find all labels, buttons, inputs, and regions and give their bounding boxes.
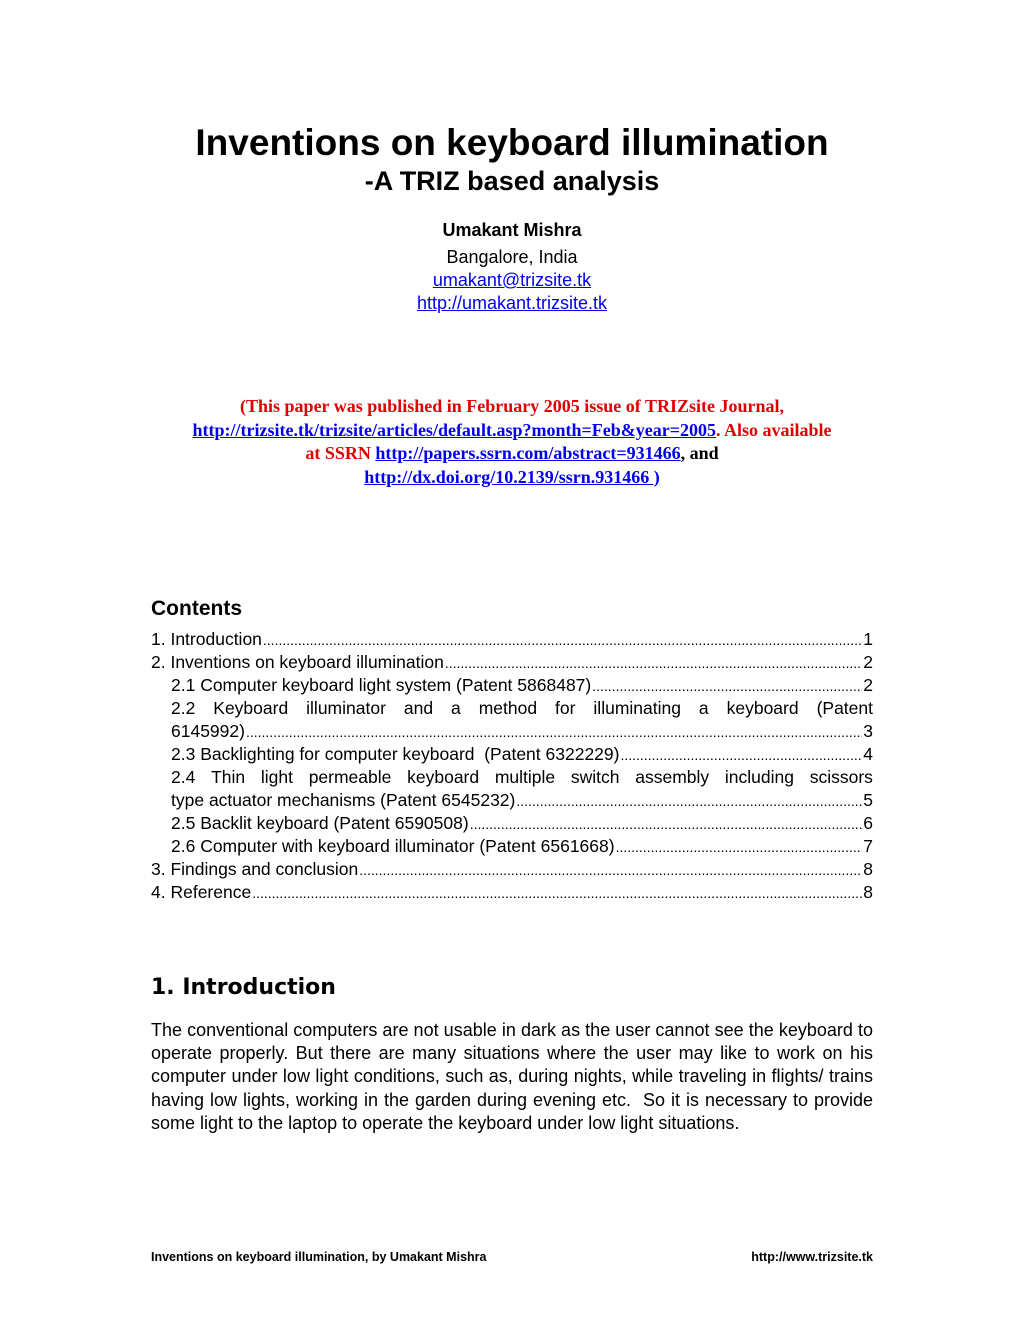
toc-leader — [445, 651, 862, 675]
toc-entry[interactable] — [151, 743, 873, 766]
toc-entry-page: 8 — [863, 859, 873, 879]
toc-leader — [616, 835, 863, 859]
toc-entry-page: 1 — [863, 629, 873, 649]
toc-leader — [516, 789, 862, 813]
toc-entry-word: Thin — [211, 767, 246, 787]
toc-entry-page: 3 — [863, 721, 873, 741]
toc-entry-label: 1. Introduction — [151, 629, 262, 649]
toc-entry-label-line2: 6145992) — [171, 721, 245, 741]
publication-note — [150, 395, 874, 489]
ssrn-link[interactable]: http://papers.ssrn.com/abstract=931466 — [375, 443, 681, 463]
toc-entry-word: (Patent — [816, 698, 873, 718]
toc-entry-page: 7 — [863, 836, 873, 856]
toc-entry-label: 2.3 Backlighting for computer keyboard (Patent 6322229) — [171, 744, 620, 764]
toc-entry-word: method — [478, 698, 538, 718]
contents-heading: Contents — [151, 597, 242, 620]
introduction-heading: 1. Introduction — [151, 975, 336, 1000]
footer-citation: Inventions on keyboard illumination, by Umakant Mishra — [151, 1250, 487, 1264]
toc-entry-word: and — [403, 698, 434, 718]
doi-link[interactable]: http://dx.doi.org/10.2139/ssrn.931466 ) — [364, 466, 660, 487]
toc-leader — [263, 628, 862, 652]
toc-entry-word: for — [555, 698, 576, 718]
toc-entry-word: multiple — [494, 767, 556, 787]
toc-leader — [470, 812, 863, 836]
toc-entry-page: 2 — [863, 675, 873, 695]
toc-leader — [359, 858, 862, 882]
publication-note-line1: (This paper was published in February 2005 issue of TRIZsite Journal, — [240, 396, 784, 416]
paper-title: Inventions on keyboard illumination — [195, 122, 829, 163]
toc-entry-label: 2. Inventions on keyboard illumination — [151, 652, 444, 672]
toc-entry-page: 4 — [863, 744, 873, 764]
toc-entry-word: Keyboard — [213, 698, 289, 718]
toc-entry-label-line2: type actuator mechanisms (Patent 6545232) — [171, 790, 516, 810]
author-location: Bangalore, India — [446, 247, 578, 267]
toc-entry-word: illuminator — [306, 698, 386, 718]
author-name: Umakant Mishra — [442, 220, 582, 240]
toc-entry-word: 2.2 — [171, 698, 196, 718]
toc-entry[interactable] — [151, 881, 873, 904]
toc-entry-word: 2.4 — [171, 767, 196, 787]
toc-entry[interactable] — [151, 697, 873, 743]
toc-entry-word: scissors — [809, 767, 873, 787]
toc-entry-page: 8 — [863, 882, 873, 902]
toc-entry-word: assembly — [635, 767, 710, 787]
toc-entry-page: 6 — [863, 813, 873, 833]
toc-entry-label: 4. Reference — [151, 882, 252, 902]
trizsite-journal-link[interactable]: http://trizsite.tk/trizsite/articles/default.asp?month=Feb&year=2005 — [192, 419, 716, 440]
toc-entry-word: a — [698, 698, 709, 718]
publication-note-text3: at SSRN — [305, 443, 376, 463]
toc-leader — [246, 720, 862, 744]
toc-entry-word: including — [724, 767, 794, 787]
author-email-link[interactable]: umakant@trizsite.tk — [432, 270, 592, 290]
toc-entry-word: a — [451, 698, 461, 718]
publication-note-text2: . Also available — [715, 419, 832, 440]
toc-entry-page: 2 — [863, 652, 873, 672]
toc-entry-label: 2.6 Computer with keyboard illuminator (Patent 6561668) — [171, 836, 615, 856]
toc-entry[interactable] — [151, 858, 873, 881]
publication-note-text4: , and — [680, 443, 719, 463]
toc-entry-word: keyboard — [726, 698, 799, 718]
toc-entry-word: illuminating — [593, 698, 681, 718]
toc-entry[interactable] — [151, 628, 873, 651]
toc-entry-label-line1 — [171, 766, 873, 789]
toc-entry-label: 2.1 Computer keyboard light system (Patent 5868487) — [171, 675, 592, 695]
toc-entry[interactable] — [151, 835, 873, 858]
author-email-row — [0, 269, 1024, 291]
toc-entry[interactable] — [151, 651, 873, 674]
toc-entry-label: 3. Findings and conclusion — [151, 859, 359, 879]
toc-entry[interactable] — [151, 674, 873, 697]
toc-entry-label-line1 — [171, 697, 873, 720]
toc-leader — [592, 674, 862, 698]
toc-entry-word: light — [260, 767, 293, 787]
introduction-paragraph: The conventional computers are not usable in dark as the user cannot see the keyboard to operate properly. But there are many situations where the user may like to work on his computer under low light conditions, such as, during nights, while traveling in flights/ trains having low lights, working in the garden during evening etc. So it is necessary to provide some light to the laptop to operate the keyboard under low light situations. — [151, 1020, 879, 1133]
toc-entry-word: permeable — [308, 767, 392, 787]
toc-entry-word: switch — [570, 767, 620, 787]
toc-leader — [620, 743, 862, 767]
footer-website: http://www.trizsite.tk — [751, 1250, 873, 1264]
toc-entry[interactable] — [151, 766, 873, 812]
table-of-contents — [151, 628, 873, 904]
paper-subtitle: -A TRIZ based analysis — [364, 166, 660, 196]
toc-entry-word: keyboard — [407, 767, 480, 787]
toc-entry-label: 2.5 Backlit keyboard (Patent 6590508) — [171, 813, 469, 833]
author-website-link[interactable]: http://umakant.trizsite.tk — [416, 293, 608, 313]
toc-entry-page: 5 — [863, 790, 873, 810]
author-website-row — [0, 292, 1024, 314]
toc-entry[interactable] — [151, 812, 873, 835]
toc-leader — [252, 881, 862, 905]
